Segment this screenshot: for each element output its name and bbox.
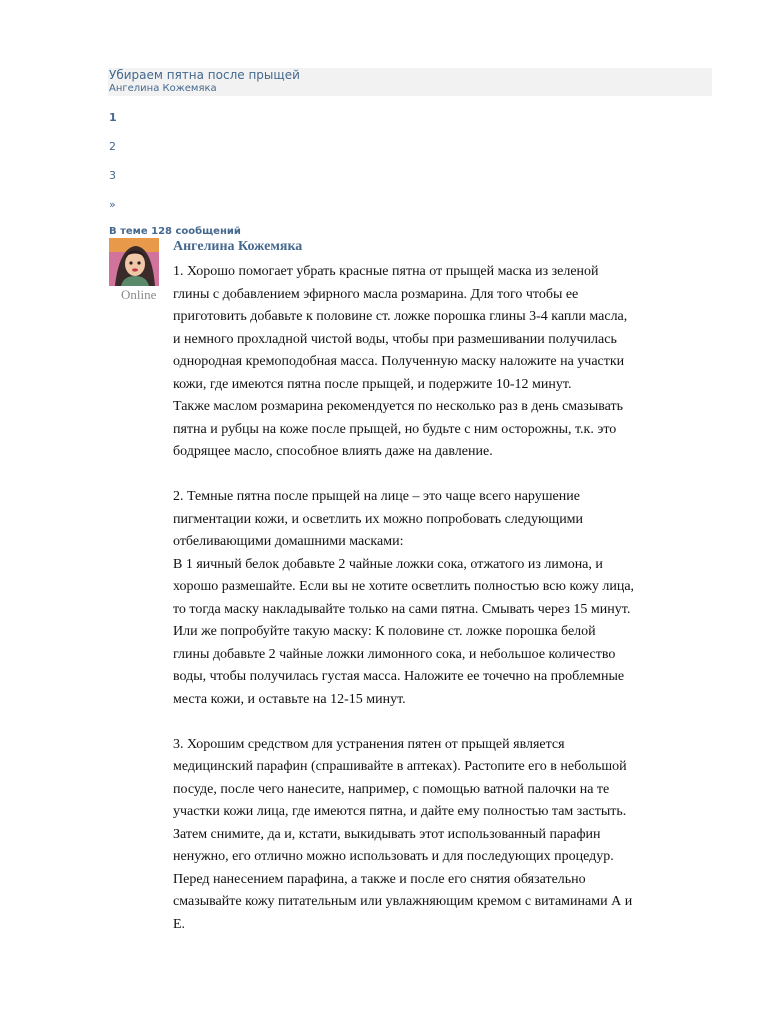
post-text-line: отбеливающими домашними масками: bbox=[173, 534, 404, 549]
message-count: В теме 128 сообщений bbox=[109, 226, 241, 237]
post-text-line: 2. Темные пятна после прыщей на лице – это чаще всего нарушение bbox=[173, 489, 580, 504]
post-author-link[interactable]: Ангелина Кожемяка bbox=[173, 239, 303, 254]
paragraph-gap bbox=[173, 464, 693, 487]
post-text-line: бодрящее масло, способное влиять даже на давление. bbox=[173, 444, 493, 459]
post-text-line: 1. Хорошо помогает убрать красные пятна от прыщей маска из зеленой bbox=[173, 264, 599, 279]
post-text-line: смазывайте кожу питательным или увлажняющим кремом с витаминами А и bbox=[173, 894, 633, 909]
pagination bbox=[109, 112, 117, 228]
post-text-line: глины с добавлением эфирного масла розмарина. Для того чтобы ее bbox=[173, 286, 579, 302]
post-text-line: хорошо размешайте. Если вы не хотите осветлить полностью всю кожу лица, bbox=[173, 579, 635, 594]
post-text-line: пигментации кожи, и осветлить их можно попробовать следующими bbox=[173, 511, 584, 527]
post-text-line: Или же попробуйте такую маску: К половине ст. ложке порошка белой bbox=[173, 624, 596, 639]
page-next-link[interactable]: » bbox=[109, 198, 116, 211]
page-link-1[interactable]: 1 bbox=[109, 111, 117, 124]
post-text-line: посуде, после чего нанесите, например, с помощью ватной палочки на те bbox=[173, 781, 610, 797]
online-status: Online bbox=[121, 287, 157, 302]
post-text-line: приготовить добавьте к половине ст. ложке порошка глины 3-4 капли масла, bbox=[173, 309, 628, 324]
post-text-line: то тогда маску накладывайте только на сами пятна. Смывать через 15 минут. bbox=[173, 601, 631, 617]
topic-title[interactable]: Убираем пятна после прыщей bbox=[109, 68, 300, 82]
post-text-line: Затем снимите, да и, кстати, выкидывать этот использованный парафин bbox=[173, 826, 601, 842]
post-text-line: воды, чтобы получилась густая масса. Наложите ее точечно на проблемные bbox=[173, 669, 625, 684]
avatar-portrait-icon bbox=[109, 238, 159, 286]
post-text-line: медицинский парафин (спрашивайте в аптеках). Растопите его в небольшой bbox=[173, 759, 627, 774]
topic-author-link[interactable]: Ангелина Кожемяка bbox=[109, 83, 217, 94]
post-text-line: и немного прохладной чистой воды, чтобы при размешивании получилась bbox=[173, 331, 617, 347]
post-text-line: 3. Хорошим средством для устранения пятен от прыщей является bbox=[173, 736, 565, 752]
post-text-line: кожи, где имеются пятна после прыщей, и подержите 10-12 минут. bbox=[173, 376, 572, 392]
post-text-line: однородная кремоподобная масса. Полученную маску наложите на участки bbox=[173, 354, 625, 369]
post-text-line: Также маслом розмарина рекомендуется по несколько раз в день смазывать bbox=[173, 399, 624, 414]
post-text-line: Перед нанесением парафина, а также и после его снятия обязательно bbox=[173, 871, 586, 887]
post-text-line: участки кожи лица, где имеются пятна, и дайте ему полностью там застыть. bbox=[173, 804, 627, 819]
post-text-line: пятна и рубцы на коже после прыщей, но будьте с ним осторожны, т.к. это bbox=[173, 421, 617, 437]
post-body bbox=[173, 261, 693, 936]
post-text-line: ненужно, его отлично можно использовать и для последующих процедур. bbox=[173, 849, 614, 864]
post-text-line: места кожи, и оставьте на 12-15 минут. bbox=[173, 691, 406, 707]
post-text-line: Е. bbox=[173, 916, 186, 932]
avatar[interactable] bbox=[109, 238, 159, 286]
post-text-line: глины добавьте 2 чайные ложки лимонного сока, и небольшое количество bbox=[173, 646, 616, 662]
paragraph-gap bbox=[173, 711, 693, 734]
page-link-2[interactable]: 2 bbox=[109, 140, 116, 153]
page-link-3[interactable]: 3 bbox=[109, 169, 116, 182]
post-text-line: В 1 яичный белок добавьте 2 чайные ложки сока, отжатого из лимона, и bbox=[173, 556, 603, 572]
